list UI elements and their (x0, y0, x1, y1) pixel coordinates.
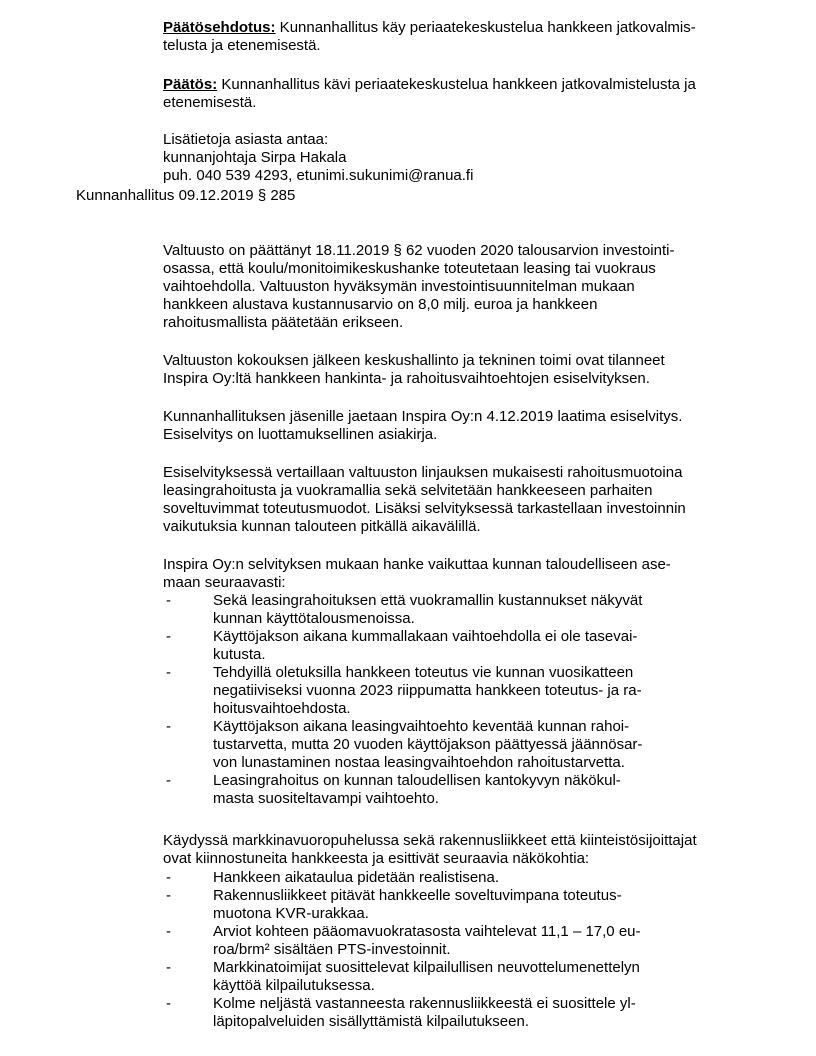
proposal-text-1: Kunnanhallitus käy periaatekeskustelua hankkeen jatkovalmis- (275, 19, 696, 36)
list-item (163, 959, 763, 995)
list-item-line: läpitopalveluiden sisällyttämistä kilpailutukseen. (213, 1013, 530, 1030)
proposal-line-1 (163, 19, 743, 37)
list-item (163, 772, 763, 808)
decision-text-2: etenemisestä. (163, 94, 257, 111)
list-item-line: käyttöä kilpailutuksessa. (213, 977, 375, 994)
paragraph-1 (163, 242, 743, 332)
list-item-line: Leasingrahoitus on kunnan taloudellisen kantokyvyn näkökul- (213, 772, 621, 789)
bullet-dash: - (166, 628, 171, 645)
decision-label: Päätös: (163, 76, 218, 93)
list-item-line: masta suositeltavampi vaihtoehto. (213, 790, 439, 807)
bullet-dash: - (166, 718, 171, 735)
list-item-line: Tehdyillä oletuksilla hankkeen toteutus vie kunnan vuosikatteen (213, 664, 634, 681)
list-item-line: Sekä leasingrahoituksen että vuokramallin kustannukset näkyvät (213, 592, 643, 609)
list-item-line: roa/brm² sisältäen PTS-investoinnit. (213, 941, 451, 958)
paragraph-6 (163, 832, 743, 868)
contact-info (163, 131, 743, 185)
bullet-list-1 (163, 592, 763, 808)
paragraph-line: leasingrahoitusta ja vuokramallia sekä selvitetään hankkeeseen parhaiten (163, 482, 653, 499)
paragraph-line: Käydyssä markkinavuoropuhelussa sekä rakennusliikkeet että kiinteistösijoittajat (163, 832, 697, 849)
bullet-dash: - (166, 923, 171, 940)
contact-phone: puh. 040 539 4293, etunimi.sukunimi@ranua.fi (163, 167, 474, 184)
section-heading: Kunnanhallitus 09.12.2019 § 285 (76, 187, 296, 204)
paragraph-line: vaihtoehdolla. Valtuuston hyväksymän investointisuunnitelman mukaan (163, 278, 635, 295)
list-item-line: Käyttöjakson aikana kummallakaan vaihtoehdolla ei ole tasevai- (213, 628, 638, 645)
list-item-line: muotona KVR-urakkaa. (213, 905, 369, 922)
paragraph-line: soveltuvimmat toteutusmuodot. Lisäksi selvityksessä tarkastellaan investoinnin (163, 500, 686, 517)
proposal-label: Päätösehdotus: (163, 19, 276, 36)
paragraph-line: vaikutuksia kunnan talouteen pitkällä aikavälillä. (163, 518, 481, 535)
paragraph-line: maan seuraavasti: (163, 574, 286, 591)
list-item (163, 664, 763, 718)
list-item-line: Rakennusliikkeet pitävät hankkeelle soveltuvimpana toteutus- (213, 887, 622, 904)
list-item-line: negatiiviseksi vuonna 2023 riippumatta hankkeen toteutus- ja ra- (213, 682, 642, 699)
contact-intro: Lisätietoja asiasta antaa: (163, 131, 329, 148)
list-item (163, 995, 763, 1031)
paragraph-line: Inspira Oy:ltä hankkeen hankinta- ja rahoitusvaihtoehtojen esiselvityksen. (163, 370, 650, 387)
decision-text-1: Kunnanhallitus kävi periaatekeskustelua hankkeen jatkovalmistelusta ja (217, 76, 696, 93)
list-item (163, 869, 763, 887)
decision (163, 76, 743, 112)
list-item-line: Arviot kohteen pääomavuokratasosta vaihtelevat 11,1 – 17,0 eu- (213, 923, 641, 940)
list-item (163, 887, 763, 923)
list-item-line: tustarvetta, mutta 20 vuoden käyttöjakson päättyessä jäännösar- (213, 736, 643, 753)
paragraph-line: ovat kiinnostuneita hankkeesta ja esittivät seuraavia näkökohtia: (163, 850, 590, 867)
paragraph-line: Esiselvityksessä vertaillaan valtuuston linjauksen mukaisesti rahoitusmuotoina (163, 464, 683, 481)
bullet-dash: - (166, 772, 171, 789)
bullet-dash: - (166, 887, 171, 904)
paragraph-line: osassa, että koulu/monitoimikeskushanke toteutetaan leasing tai vuokraus (163, 260, 656, 277)
list-item-line: Käyttöjakson aikana leasingvaihtoehto keventää kunnan rahoi- (213, 718, 630, 735)
decision-proposal (163, 19, 743, 55)
list-item (163, 718, 763, 772)
bullet-list-2 (163, 869, 763, 1031)
paragraph-line: Valtuuston kokouksen jälkeen keskushallinto ja tekninen toimi ovat tilanneet (163, 352, 665, 369)
paragraph-line: Kunnanhallituksen jäsenille jaetaan Inspira Oy:n 4.12.2019 laatima esiselvitys. (163, 408, 683, 425)
bullet-dash: - (166, 664, 171, 681)
bullet-dash: - (166, 869, 171, 886)
paragraph-line: Inspira Oy:n selvityksen mukaan hanke vaikuttaa kunnan taloudelliseen ase- (163, 556, 671, 573)
paragraph-3 (163, 408, 743, 444)
list-item (163, 592, 763, 628)
bullet-dash: - (166, 959, 171, 976)
bullet-dash: - (166, 592, 171, 609)
decision-line-1 (163, 76, 743, 94)
proposal-text-2: telusta ja etenemisestä. (163, 37, 321, 54)
list-item-line: Hankkeen aikataulua pidetään realistisena. (213, 869, 500, 886)
bullet-dash: - (166, 995, 171, 1012)
list-item-line: hoitusvaihtoehdosta. (213, 700, 351, 717)
paragraph-5 (163, 556, 743, 592)
paragraph-line: Valtuusto on päättänyt 18.11.2019 § 62 vuoden 2020 talousarvion investointi- (163, 242, 675, 259)
list-item-line: Kolme neljästä vastanneesta rakennusliikkeestä ei suosittele yl- (213, 995, 636, 1012)
contact-name: kunnanjohtaja Sirpa Hakala (163, 149, 347, 166)
list-item-line: von lunastaminen nostaa leasingvaihtoehdon rahoitustarvetta. (213, 754, 625, 771)
list-item-line: kunnan käyttötalousmenoissa. (213, 610, 415, 627)
list-item-line: kutusta. (213, 646, 266, 663)
paragraph-line: Esiselvitys on luottamuksellinen asiakirja. (163, 426, 438, 443)
list-item (163, 628, 763, 664)
paragraph-line: rahoitusmallista päätetään erikseen. (163, 314, 404, 331)
paragraph-line: hankkeen alustava kustannusarvio on 8,0 milj. euroa ja hankkeen (163, 296, 598, 313)
list-item-line: Markkinatoimijat suosittelevat kilpailullisen neuvottelumenettelyn (213, 959, 640, 976)
paragraph-4 (163, 464, 743, 536)
paragraph-2 (163, 352, 743, 388)
list-item (163, 923, 763, 959)
